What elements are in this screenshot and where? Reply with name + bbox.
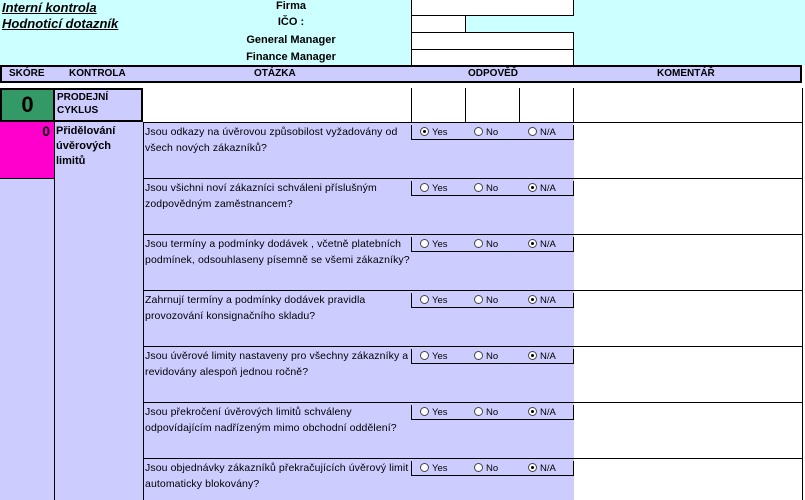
answer-option-label: Yes <box>432 407 448 418</box>
answer-option-no[interactable] <box>474 183 498 195</box>
gridline <box>519 88 520 122</box>
answer-option-no[interactable] <box>474 351 498 363</box>
general-manager-field[interactable] <box>411 32 574 50</box>
subsection-score: 0 <box>0 122 55 179</box>
radio-yes-icon[interactable] <box>420 183 429 192</box>
field-label-ico: IČO : <box>277 16 305 28</box>
answer-option-label: Yes <box>432 351 448 362</box>
comment-cell[interactable] <box>574 178 802 234</box>
answer-option-yes[interactable] <box>420 183 448 195</box>
answer-option-yes[interactable] <box>420 127 448 139</box>
column-header-comment: KOMENTÁŘ <box>657 68 715 79</box>
radio-na-icon[interactable] <box>528 127 537 136</box>
answer-group <box>411 181 574 196</box>
question-text: Jsou úvěrové limity nastaveny pro všechny zákazníky a revidovány alespoň jednou ročně? <box>145 350 409 378</box>
question-text: Zahrnují termíny a podmínky dodávek pravidla provozování konsignačního skladu? <box>145 294 366 322</box>
answer-option-na[interactable] <box>528 183 556 195</box>
answer-option-yes[interactable] <box>420 351 448 363</box>
answer-option-label: N/A <box>540 463 556 474</box>
radio-yes-icon[interactable] <box>420 239 429 248</box>
section-header-blank <box>143 88 802 122</box>
comment-cell[interactable] <box>574 402 802 458</box>
field-label-general-manager: General Manager <box>246 34 336 46</box>
radio-no-icon[interactable] <box>474 295 483 304</box>
gridline <box>411 88 412 122</box>
column-header-bar <box>0 65 802 83</box>
answer-option-label: No <box>486 127 499 138</box>
answer-option-label: N/A <box>540 407 556 418</box>
radio-na-icon[interactable] <box>528 183 537 192</box>
comment-cell[interactable] <box>574 234 802 290</box>
answer-option-no[interactable] <box>474 463 498 475</box>
ico-field[interactable] <box>411 15 466 33</box>
radio-na-icon[interactable] <box>528 239 537 248</box>
answer-option-na[interactable] <box>528 295 556 307</box>
comment-cell[interactable] <box>574 290 802 346</box>
answer-group <box>411 293 574 308</box>
answer-option-label: No <box>486 351 499 362</box>
comment-cell[interactable] <box>574 458 802 500</box>
answer-option-yes[interactable] <box>420 295 448 307</box>
answer-option-na[interactable] <box>528 239 556 251</box>
row-separator <box>143 458 574 459</box>
column-header-score: SKÓRE <box>9 68 45 79</box>
field-label-finance-manager: Finance Manager <box>246 51 336 63</box>
radio-no-icon[interactable] <box>474 127 483 136</box>
field-label-firma: Firma <box>276 0 306 12</box>
gridline <box>465 88 466 122</box>
row-separator <box>143 234 574 235</box>
header-area <box>0 0 805 65</box>
answer-option-label: Yes <box>432 295 448 306</box>
gridline <box>573 88 574 122</box>
answer-option-label: No <box>486 183 499 194</box>
radio-yes-icon[interactable] <box>420 295 429 304</box>
answer-option-yes[interactable] <box>420 239 448 251</box>
row-separator <box>143 402 574 403</box>
question-text: Jsou objednávky zákazníků překračujících úvěrový limit automaticky blokovány? <box>145 462 409 490</box>
answer-option-na[interactable] <box>528 463 556 475</box>
radio-na-icon[interactable] <box>528 351 537 360</box>
answer-option-label: Yes <box>432 127 448 138</box>
radio-na-icon[interactable] <box>528 295 537 304</box>
section-name: PRODEJNÍ CYKLUS <box>55 88 143 122</box>
radio-na-icon[interactable] <box>528 463 537 472</box>
answer-option-label: N/A <box>540 183 556 194</box>
answer-option-label: No <box>486 239 499 250</box>
answer-option-no[interactable] <box>474 295 498 307</box>
answer-option-no[interactable] <box>474 127 498 139</box>
question-text: Jsou odkazy na úvěrovou způsobilost vyžadovány od všech nových zákazníků? <box>145 126 398 154</box>
comment-cell[interactable] <box>574 346 802 402</box>
answer-option-no[interactable] <box>474 239 498 251</box>
row-separator <box>143 122 574 123</box>
answer-group <box>411 125 574 140</box>
column-header-control: KONTROLA <box>69 68 126 79</box>
radio-no-icon[interactable] <box>474 183 483 192</box>
finance-manager-field[interactable] <box>411 49 574 66</box>
subsection-name: Přidělování úvěrových limitů <box>56 125 116 167</box>
radio-na-icon[interactable] <box>528 407 537 416</box>
gridline <box>802 88 803 500</box>
answer-option-na[interactable] <box>528 407 556 419</box>
column-header-answer: ODPOVĚĎ <box>468 68 519 79</box>
answer-option-label: N/A <box>540 239 556 250</box>
question-text: Jsou všichni noví zákazníci schváleni příslušným zodpovědným zaměstnancem? <box>145 182 377 210</box>
question-text: Jsou termíny a podmínky dodávek , včetně platebních podmínek, odsouhlaseny písemně se všemi zákazníky? <box>145 238 410 266</box>
answer-option-label: N/A <box>540 127 556 138</box>
radio-no-icon[interactable] <box>474 239 483 248</box>
title-line-2: Hodnoticí dotazník <box>2 16 119 31</box>
question-text: Jsou překročení úvěrových limitů schváleny odpovídajícím nadřízeným mimo obchodní oddělení? <box>145 406 397 434</box>
row-separator <box>143 290 574 291</box>
answer-option-na[interactable] <box>528 351 556 363</box>
answer-option-label: Yes <box>432 183 448 194</box>
answer-option-no[interactable] <box>474 407 498 419</box>
answer-group <box>411 349 574 364</box>
radio-yes-icon[interactable] <box>420 463 429 472</box>
radio-no-icon[interactable] <box>474 463 483 472</box>
radio-no-icon[interactable] <box>474 407 483 416</box>
answer-option-na[interactable] <box>528 127 556 139</box>
row-separator <box>143 178 574 179</box>
radio-no-icon[interactable] <box>474 351 483 360</box>
section-score: 0 <box>0 88 55 122</box>
answer-option-label: Yes <box>432 239 448 250</box>
answer-group <box>411 405 574 420</box>
comment-cell[interactable] <box>574 122 802 178</box>
row-separator <box>143 346 574 347</box>
answer-option-label: No <box>486 407 499 418</box>
answer-group <box>411 461 574 476</box>
answer-option-label: Yes <box>432 463 448 474</box>
answer-option-label: No <box>486 463 499 474</box>
title-line-1: Interní kontrola <box>2 0 97 15</box>
answer-option-label: N/A <box>540 295 556 306</box>
radio-yes-icon[interactable] <box>420 127 429 136</box>
answer-option-label: No <box>486 295 499 306</box>
answer-group <box>411 237 574 252</box>
answer-option-yes[interactable] <box>420 463 448 475</box>
radio-yes-icon[interactable] <box>420 407 429 416</box>
column-header-question: OTÁZKA <box>254 68 296 79</box>
answer-option-yes[interactable] <box>420 407 448 419</box>
answer-option-label: N/A <box>540 351 556 362</box>
radio-yes-icon[interactable] <box>420 351 429 360</box>
firma-field[interactable] <box>411 0 574 16</box>
